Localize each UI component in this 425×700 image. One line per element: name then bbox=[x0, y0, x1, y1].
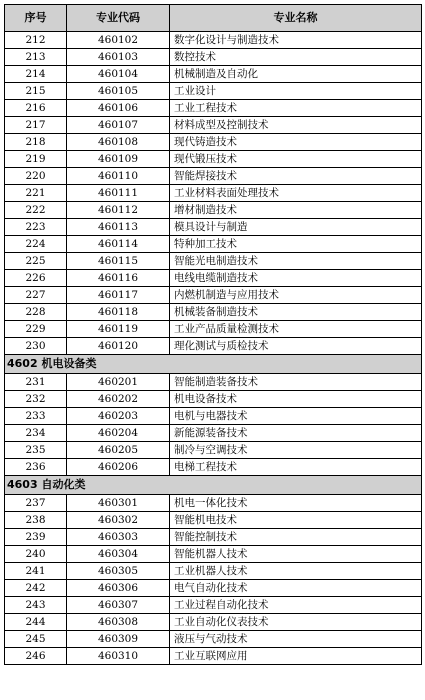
table-row bbox=[5, 529, 422, 546]
table-header bbox=[5, 5, 422, 32]
table-row bbox=[5, 83, 422, 100]
cell-code: 460206 bbox=[67, 459, 170, 476]
cell-code: 460118 bbox=[67, 304, 170, 321]
cell-name: 智能机器人技术 bbox=[170, 546, 422, 563]
category-label: 4603 自动化类 bbox=[5, 476, 422, 495]
cell-name: 电气自动化技术 bbox=[170, 580, 422, 597]
cell-name: 制冷与空调技术 bbox=[170, 442, 422, 459]
category-label: 4602 机电设备类 bbox=[5, 355, 422, 374]
cell-seq: 229 bbox=[5, 321, 67, 338]
table-row bbox=[5, 631, 422, 648]
cell-name: 电机与电器技术 bbox=[170, 408, 422, 425]
cell-seq: 228 bbox=[5, 304, 67, 321]
cell-code: 460302 bbox=[67, 512, 170, 529]
cell-name: 工业产品质量检测技术 bbox=[170, 321, 422, 338]
cell-name: 智能制造装备技术 bbox=[170, 374, 422, 391]
cell-seq: 231 bbox=[5, 374, 67, 391]
document-page bbox=[4, 4, 421, 665]
cell-code: 460305 bbox=[67, 563, 170, 580]
cell-code: 460307 bbox=[67, 597, 170, 614]
header-row bbox=[5, 5, 422, 32]
cell-name: 电线电缆制造技术 bbox=[170, 270, 422, 287]
cell-seq: 239 bbox=[5, 529, 67, 546]
cell-name: 智能焊接技术 bbox=[170, 168, 422, 185]
cell-name: 工业互联网应用 bbox=[170, 648, 422, 665]
cell-code: 460117 bbox=[67, 287, 170, 304]
table-row bbox=[5, 408, 422, 425]
cell-name: 现代锻压技术 bbox=[170, 151, 422, 168]
cell-seq: 217 bbox=[5, 117, 67, 134]
table-row bbox=[5, 100, 422, 117]
cell-code: 460310 bbox=[67, 648, 170, 665]
table-row bbox=[5, 374, 422, 391]
cell-seq: 215 bbox=[5, 83, 67, 100]
table-row bbox=[5, 304, 422, 321]
table-row bbox=[5, 202, 422, 219]
cell-code: 460115 bbox=[67, 253, 170, 270]
cell-seq: 232 bbox=[5, 391, 67, 408]
cell-seq: 230 bbox=[5, 338, 67, 355]
cell-code: 460301 bbox=[67, 495, 170, 512]
table-body bbox=[5, 32, 422, 665]
cell-name: 机电一体化技术 bbox=[170, 495, 422, 512]
cell-seq: 245 bbox=[5, 631, 67, 648]
cell-seq: 246 bbox=[5, 648, 67, 665]
table-row bbox=[5, 580, 422, 597]
cell-code: 460112 bbox=[67, 202, 170, 219]
cell-code: 460107 bbox=[67, 117, 170, 134]
cell-name: 新能源装备技术 bbox=[170, 425, 422, 442]
cell-name: 工业工程技术 bbox=[170, 100, 422, 117]
cell-name: 机械装备制造技术 bbox=[170, 304, 422, 321]
table-row bbox=[5, 614, 422, 631]
cell-code: 460203 bbox=[67, 408, 170, 425]
cell-code: 460104 bbox=[67, 66, 170, 83]
cell-seq: 218 bbox=[5, 134, 67, 151]
cell-seq: 234 bbox=[5, 425, 67, 442]
cell-code: 460308 bbox=[67, 614, 170, 631]
cell-name: 智能机电技术 bbox=[170, 512, 422, 529]
cell-name: 智能光电制造技术 bbox=[170, 253, 422, 270]
table-row bbox=[5, 563, 422, 580]
cell-seq: 222 bbox=[5, 202, 67, 219]
table-row bbox=[5, 185, 422, 202]
cell-name: 数字化设计与制造技术 bbox=[170, 32, 422, 49]
cell-code: 460116 bbox=[67, 270, 170, 287]
cell-code: 460111 bbox=[67, 185, 170, 202]
table-row bbox=[5, 66, 422, 83]
table-row bbox=[5, 338, 422, 355]
cell-seq: 237 bbox=[5, 495, 67, 512]
cell-code: 460103 bbox=[67, 49, 170, 66]
cell-seq: 225 bbox=[5, 253, 67, 270]
header-name: 专业名称 bbox=[170, 5, 422, 32]
table-row bbox=[5, 495, 422, 512]
cell-code: 460120 bbox=[67, 338, 170, 355]
cell-code: 460205 bbox=[67, 442, 170, 459]
cell-seq: 223 bbox=[5, 219, 67, 236]
table-row bbox=[5, 459, 422, 476]
cell-seq: 242 bbox=[5, 580, 67, 597]
cell-code: 460109 bbox=[67, 151, 170, 168]
table-row bbox=[5, 512, 422, 529]
cell-seq: 243 bbox=[5, 597, 67, 614]
cell-name: 数控技术 bbox=[170, 49, 422, 66]
cell-seq: 219 bbox=[5, 151, 67, 168]
cell-code: 460108 bbox=[67, 134, 170, 151]
table-row bbox=[5, 253, 422, 270]
cell-name: 工业设计 bbox=[170, 83, 422, 100]
table-row bbox=[5, 597, 422, 614]
cell-seq: 226 bbox=[5, 270, 67, 287]
cell-name: 工业材料表面处理技术 bbox=[170, 185, 422, 202]
cell-seq: 233 bbox=[5, 408, 67, 425]
table-row bbox=[5, 648, 422, 665]
cell-code: 460106 bbox=[67, 100, 170, 117]
cell-seq: 235 bbox=[5, 442, 67, 459]
cell-code: 460102 bbox=[67, 32, 170, 49]
cell-code: 460201 bbox=[67, 374, 170, 391]
header-seq: 序号 bbox=[5, 5, 67, 32]
cell-code: 460110 bbox=[67, 168, 170, 185]
cell-name: 工业过程自动化技术 bbox=[170, 597, 422, 614]
cell-name: 理化测试与质检技术 bbox=[170, 338, 422, 355]
cell-code: 460105 bbox=[67, 83, 170, 100]
table-row bbox=[5, 287, 422, 304]
cell-seq: 238 bbox=[5, 512, 67, 529]
cell-code: 460204 bbox=[67, 425, 170, 442]
cell-seq: 220 bbox=[5, 168, 67, 185]
cell-name: 液压与气动技术 bbox=[170, 631, 422, 648]
cell-name: 智能控制技术 bbox=[170, 529, 422, 546]
cell-code: 460304 bbox=[67, 546, 170, 563]
cell-name: 工业机器人技术 bbox=[170, 563, 422, 580]
cell-seq: 213 bbox=[5, 49, 67, 66]
cell-seq: 214 bbox=[5, 66, 67, 83]
table-row bbox=[5, 321, 422, 338]
cell-code: 460114 bbox=[67, 236, 170, 253]
table-row bbox=[5, 425, 422, 442]
cell-seq: 227 bbox=[5, 287, 67, 304]
cell-name: 机械制造及自动化 bbox=[170, 66, 422, 83]
cell-name: 电梯工程技术 bbox=[170, 459, 422, 476]
cell-code: 460113 bbox=[67, 219, 170, 236]
cell-seq: 236 bbox=[5, 459, 67, 476]
category-row bbox=[5, 355, 422, 374]
cell-code: 460202 bbox=[67, 391, 170, 408]
cell-name: 增材制造技术 bbox=[170, 202, 422, 219]
table-row bbox=[5, 168, 422, 185]
cell-name: 现代铸造技术 bbox=[170, 134, 422, 151]
cell-seq: 216 bbox=[5, 100, 67, 117]
program-table bbox=[4, 4, 422, 665]
cell-code: 460306 bbox=[67, 580, 170, 597]
cell-seq: 241 bbox=[5, 563, 67, 580]
category-row bbox=[5, 476, 422, 495]
cell-code: 460303 bbox=[67, 529, 170, 546]
table-row bbox=[5, 391, 422, 408]
table-row bbox=[5, 151, 422, 168]
cell-name: 内燃机制造与应用技术 bbox=[170, 287, 422, 304]
cell-seq: 240 bbox=[5, 546, 67, 563]
cell-name: 工业自动化仪表技术 bbox=[170, 614, 422, 631]
table-row bbox=[5, 546, 422, 563]
cell-seq: 224 bbox=[5, 236, 67, 253]
header-code: 专业代码 bbox=[67, 5, 170, 32]
table-row bbox=[5, 134, 422, 151]
cell-seq: 221 bbox=[5, 185, 67, 202]
cell-name: 机电设备技术 bbox=[170, 391, 422, 408]
cell-code: 460119 bbox=[67, 321, 170, 338]
cell-seq: 244 bbox=[5, 614, 67, 631]
table-row bbox=[5, 219, 422, 236]
table-row bbox=[5, 117, 422, 134]
table-row bbox=[5, 442, 422, 459]
table-row bbox=[5, 32, 422, 49]
table-row bbox=[5, 236, 422, 253]
table-row bbox=[5, 270, 422, 287]
cell-seq: 212 bbox=[5, 32, 67, 49]
cell-code: 460309 bbox=[67, 631, 170, 648]
cell-name: 模具设计与制造 bbox=[170, 219, 422, 236]
cell-name: 特种加工技术 bbox=[170, 236, 422, 253]
table-row bbox=[5, 49, 422, 66]
cell-name: 材料成型及控制技术 bbox=[170, 117, 422, 134]
